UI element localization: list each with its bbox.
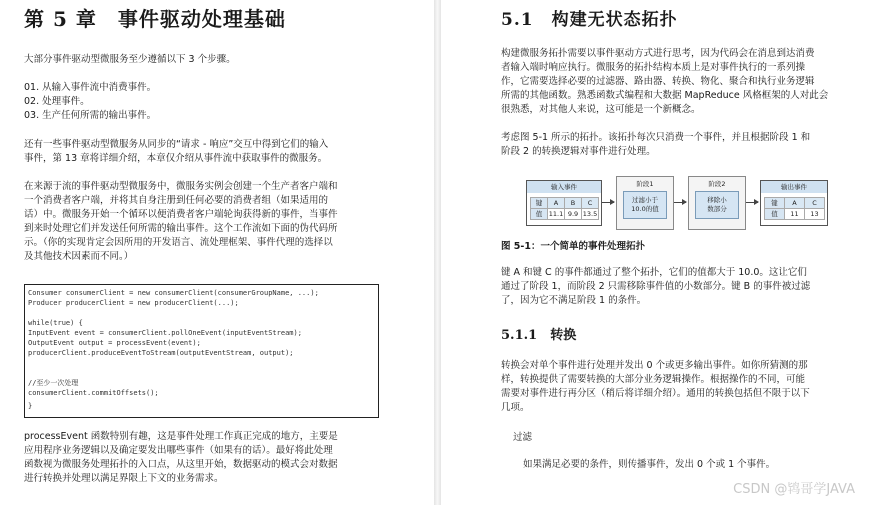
paragraph-line: 阶段 2 的转换逻辑对事件进行处理。: [501, 146, 656, 157]
code-line: consumerClient.commitOffsets();: [28, 389, 159, 397]
paragraph-line: 了，因为它不满足阶段 1 的条件。: [501, 295, 647, 306]
figure-caption: 图 5-1：一个简单的事件处理拓扑: [501, 241, 645, 252]
code-block: [24, 284, 379, 418]
code-line: OutputEvent output = processEvent(event);: [28, 339, 201, 347]
flow-arrow: [746, 202, 758, 203]
paragraph-line: 进行转换并处理以满足界限上下文的业务需求。: [24, 473, 224, 484]
paragraph-line: 到来时处理它们并发送任何所需的输出事件。这个工作流如下面的伪代码所: [24, 223, 338, 234]
step-item: 03. 生产任何所需的输出事件。: [24, 110, 157, 121]
step-item: 01. 从输入事件流中消费事件。: [24, 82, 157, 93]
stage-1-title: 阶段1: [636, 180, 654, 188]
table-cell: 值: [764, 208, 785, 220]
table-cell: 11.1: [548, 210, 564, 218]
paragraph-line: 函数视为微服务处理拓扑的入口点，从这里开始，数据驱动的模式会对数据: [24, 459, 338, 470]
table-cell: 值: [530, 208, 548, 220]
paragraph-line: 在来源于流的事件驱动型微服务中，微服务实例会创建一个生产者客户端和: [24, 181, 338, 192]
code-line: }: [28, 402, 33, 410]
right-page: [441, 0, 869, 505]
stage-2-text: 数部分: [707, 205, 727, 213]
paragraph-line: 几项。: [501, 402, 530, 413]
code-line: Consumer consumerClient = new consumerClient(consumerGroupName, ...);: [28, 289, 319, 297]
stage-1-text: 过滤小于: [632, 196, 658, 204]
input-event-title: 输入事件: [527, 181, 601, 193]
paragraph-line: processEvent 函数特别有趣，这是事件处理工作真正完成的地方，主要是: [24, 431, 338, 442]
code-line: producerClient.produceEventToStream(outputEventStream, output);: [28, 349, 294, 357]
table-cell: 键: [530, 197, 548, 209]
paragraph-line: 需要对事件进行再分区（稍后将详细介绍）。通用的转换包括但不限于以下: [501, 388, 810, 399]
paragraph-line: 事件，第 13 章将详细介绍，本章仅介绍从事件流中获取事件的微服务。: [24, 153, 328, 164]
paragraph-line: 所需的其他函数。熟悉函数式编程和大数据 MapReduce 风格框架的人对此会: [501, 90, 829, 101]
paragraph-line: 样，转换提供了需要转换的大部分业务逻辑操作。根据操作的不同，可能: [501, 374, 806, 385]
paragraph-line: 转换会对单个事件进行处理并发出 0 个或更多输出事件。如你所猜测的那: [501, 360, 808, 371]
stage-1-operation: [623, 191, 667, 219]
intro-text: 大部分事件驱动型微服务至少遵循以下 3 个步骤。: [24, 54, 236, 65]
paragraph-line: 应用程序业务逻辑以及确定要发出哪些事件（如果有的话）。最好将此处理: [24, 445, 333, 456]
code-line: Producer producerClient = new producerClient(...);: [28, 299, 239, 307]
table-cell: A: [784, 197, 805, 209]
step-item: 02. 处理事件。: [24, 96, 90, 107]
stage-1-box: [616, 176, 674, 230]
table-cell: 11: [784, 208, 805, 220]
stage-2-box: [688, 176, 746, 230]
stage-2-text: 移除小: [707, 196, 727, 204]
output-event-title: 输出事件: [761, 181, 827, 193]
topology-figure: [526, 176, 826, 228]
paragraph-line: 还有一些事件驱动型微服务从同步的“请求 - 响应”交互中得到它们的输入: [24, 139, 329, 150]
flow-arrow: [674, 202, 686, 203]
section-title: 5.1 构建无状态拓扑: [501, 10, 678, 30]
paragraph-line: 考虑图 5-1 所示的拓扑。该拓扑每次只消费一个事件，并且根据阶段 1 和: [501, 132, 811, 143]
output-event-table: [760, 180, 828, 226]
paragraph-line: 话）中。微服务开始一个循环以便消费者客户端轮询获得新的事件，当事件: [24, 209, 338, 220]
paragraph-line: 键 A 和键 C 的事件都通过了整个拓扑，它们的值都大于 10.0。这让它们: [501, 267, 807, 278]
paragraph-line: 很熟悉，对其他人来说，这可能是一个新概念。: [501, 104, 701, 115]
term-heading: 过滤: [513, 432, 533, 443]
paragraph-line: 者输入端时响应执行。微服务的拓扑结构本质上是对事件执行的一系列操: [501, 62, 806, 73]
page-gutter: [434, 0, 441, 505]
table-cell: 13.5: [582, 210, 598, 218]
paragraph-line: 作，它需要选择必要的过滤器、路由器、转换、物化、聚合和执行业务逻辑: [501, 76, 815, 87]
table-cell: A: [547, 197, 565, 209]
paragraph-line: 构建微服务拓扑需要以事件驱动方式进行思考，因为代码会在消息到达消费: [501, 48, 815, 59]
table-cell: 9.9: [564, 208, 582, 220]
table-cell: C: [804, 197, 825, 209]
code-line: while(true) {: [28, 319, 83, 327]
stage-1-text: 10.0的值: [631, 205, 659, 213]
term-definition: 如果满足必要的条件，则传播事件，发出 0 个或 1 个事件。: [523, 459, 776, 470]
table-cell: B: [564, 197, 582, 209]
paragraph-line: 示。（你的实现肯定会因所用的开发语言、流处理框架、事件代理的选择以: [24, 237, 333, 248]
chapter-title: 第 5 章 事件驱动处理基础: [24, 7, 286, 31]
paragraph-line: 一个消费者客户端，并将其自身注册到任何必要的消费者组（如果适用的: [24, 195, 329, 206]
stage-2-title: 阶段2: [708, 180, 726, 188]
flow-arrow: [602, 202, 614, 203]
csdn-watermark: CSDN @鸨哥学JAVA: [733, 482, 855, 497]
input-event-table: [526, 180, 602, 226]
code-line: InputEvent event = consumerClient.pollOneEvent(inputEventStream);: [28, 329, 302, 337]
table-cell: 键: [764, 197, 785, 209]
table-cell: 13: [804, 208, 825, 220]
paragraph-line: 通过了阶段 1，而阶段 2 只需移除事件值的小数部分。键 B 的事件被过滤: [501, 281, 811, 292]
table-cell: C: [581, 197, 599, 209]
subsection-title: 5.1.1 转换: [501, 328, 577, 343]
code-line: //至少一次处理: [28, 379, 79, 387]
stage-2-operation: [695, 191, 739, 219]
left-page: [0, 0, 434, 505]
paragraph-line: 及其他技术因素而不同。）: [24, 251, 134, 262]
